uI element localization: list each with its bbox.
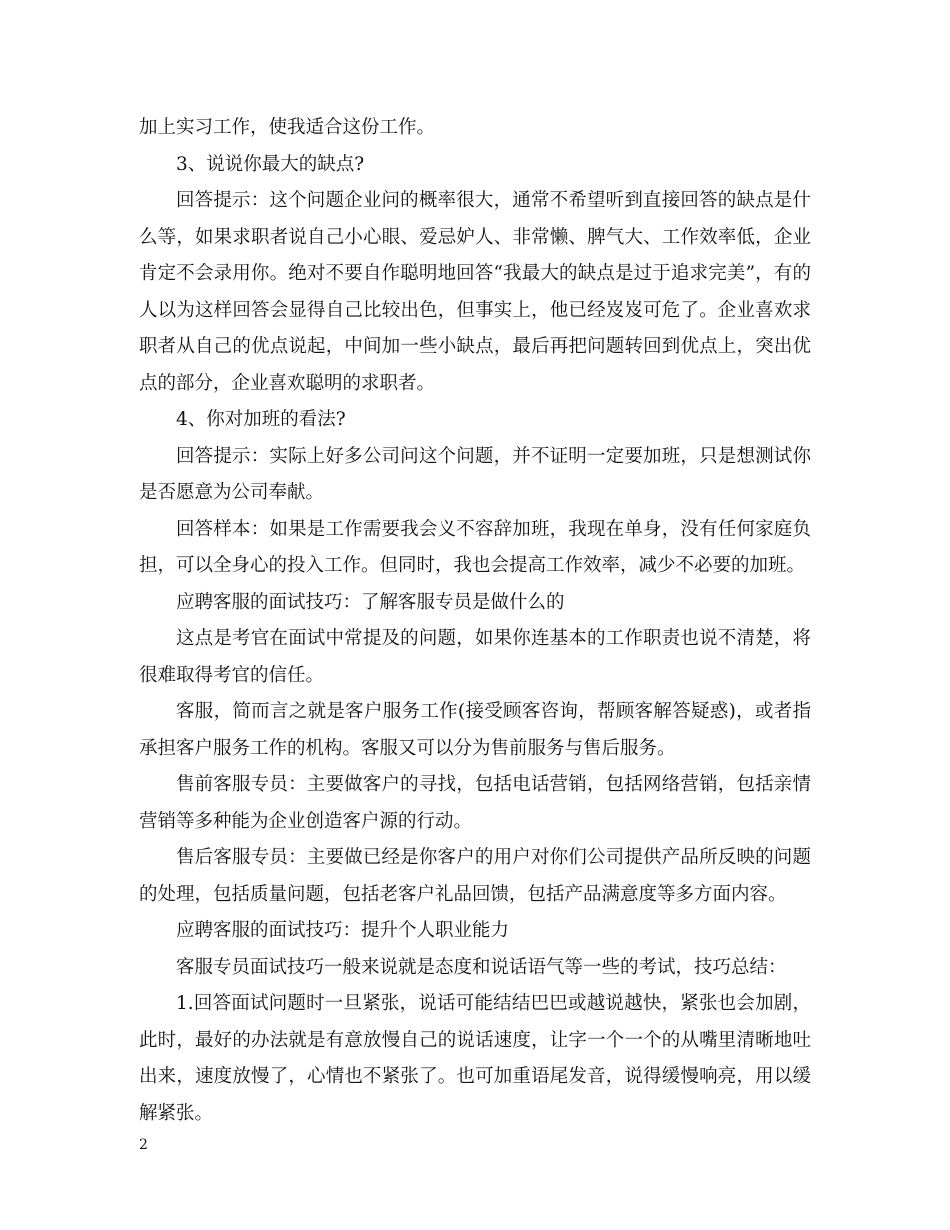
paragraph: 售后客服专员：主要做已经是你客户的用户对你们公司提供产品所反映的问题的处理，包括质量问题，包括老客户礼品回馈，包括产品满意度等多方面内容。 — [139, 847, 811, 905]
paragraph: 客服专员面试技巧一般来说就是态度和说话语气等一些的考试，技巧总结： — [176, 956, 787, 978]
paragraph: 客服，简而言之就是客户服务工作(接受顾客咨询，帮顾客解答疑惑)，或者指承担客户服务工作的机构。客服又可以分为售前服务与售后服务。 — [139, 701, 811, 759]
paragraph: 这点是考官在面试中常提及的问题，如果你连基本的工作职责也说不清楚，将很难取得考官的信任。 — [139, 628, 811, 686]
paragraph: 回答样本：如果是工作需要我会义不容辞加班，我现在单身，没有任何家庭负担，可以全身心的投入工作。但同时，我也会提高工作效率，减少不必要的加班。 — [139, 518, 811, 576]
paragraph: 1.回答面试问题时一旦紧张，说话可能结结巴巴或越说越快，紧张也会加剧，此时，最好的办法就是有意放慢自己的说话速度，让字一个一个的从嘴里清晰地吐出来，速度放慢了，心情也不紧张了。也可加重语尾发音，说得缓慢响亮，用以缓解紧张。 — [139, 993, 811, 1124]
paragraph: 售前客服专员：主要做客户的寻找，包括电话营销，包括网络营销，包括亲情营销等多种能为企业创造客户源的行动。 — [139, 774, 811, 832]
page-number: 2 — [139, 1137, 148, 1153]
paragraph: 回答提示：这个问题企业问的概率很大，通常不希望听到直接回答的缺点是什么等，如果求职者说自己小心眼、爱忌妒人、非常懒、脾气大、工作效率低，企业肯定不会录用你。绝对不要自作聪明地回答“我最大的缺点是过于追求完美”，有的人以为这样回答会显得自己比较出色，但事实上，他已经岌岌可危了。企业喜欢求职者从自己的优点说起，中间加一些小缺点，最后再把问题转回到优点上，突出优点的部分，企业喜欢聪明的求职者。 — [139, 190, 811, 394]
section-heading: 应聘客服的面试技巧：提升个人职业能力 — [176, 920, 510, 941]
section-heading: 4、你对加班的看法? — [176, 409, 346, 430]
document-body — [139, 110, 811, 1132]
section-heading: 应聘客服的面试技巧：了解客服专员是做什么的 — [176, 591, 565, 613]
paragraph: 加上实习工作，使我适合这份工作。 — [139, 117, 436, 138]
paragraph: 回答提示：实际上好多公司问这个问题，并不证明一定要加班，只是想测试你是否愿意为公司奉献。 — [139, 445, 811, 503]
section-heading: 3、说说你最大的缺点? — [176, 153, 365, 175]
